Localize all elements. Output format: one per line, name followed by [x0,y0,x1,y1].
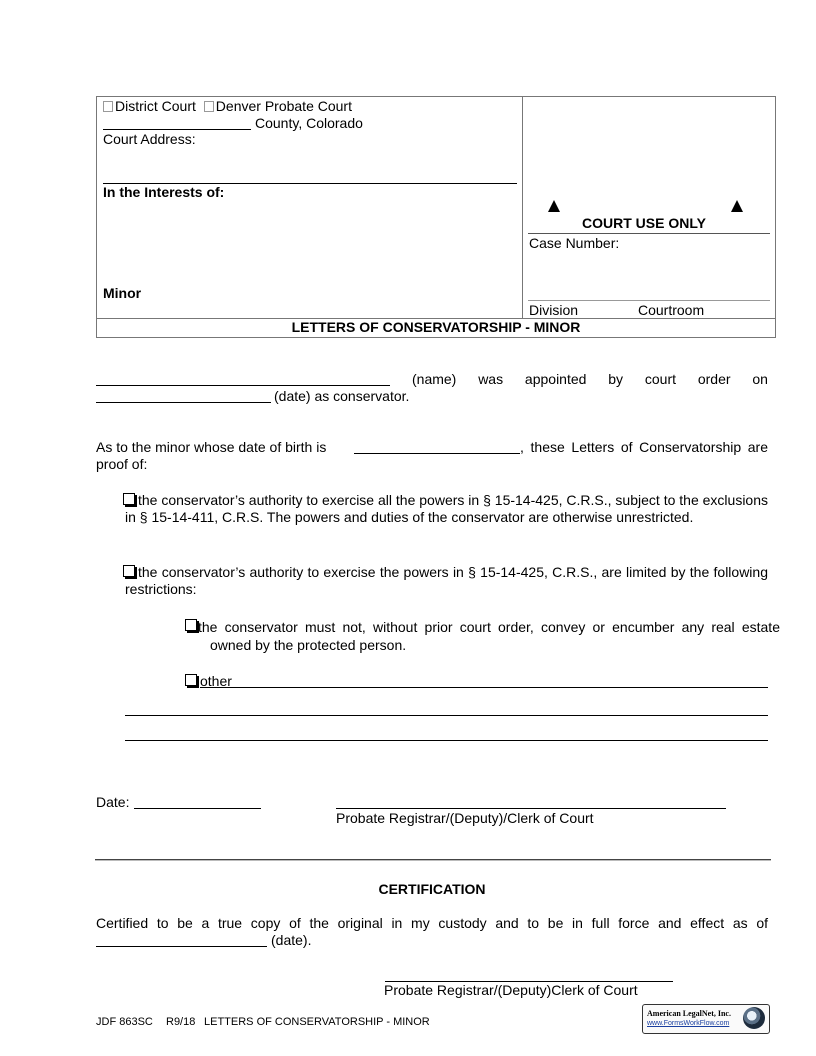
appointed-date-blank[interactable] [96,402,271,403]
dob-blank[interactable] [354,453,520,454]
other-blank-2[interactable] [125,715,768,716]
division-divider [528,300,770,301]
courtroom-label: Courtroom [638,302,705,318]
signature-line[interactable] [336,808,726,809]
other-blank[interactable] [200,687,768,688]
sub-2-label: other [200,673,232,689]
appointed-word: on [752,371,768,387]
logo-line2: www.FormsWorkFlow.com [647,1020,730,1027]
legalnet-logo[interactable] [642,1004,770,1034]
district-court-checkbox[interactable] [103,101,113,112]
footer-revision: R9/18 [166,1016,196,1028]
denver-probate-label: Denver Probate Court [215,98,352,114]
date-label: Date: [96,794,130,810]
appointed-word: (name) [412,371,457,387]
certification-title: CERTIFICATION [378,881,486,897]
form-title: LETTERS OF CONSERVATORSHIP - MINOR [291,319,581,335]
appointed-date-label: (date) as conservator. [274,388,410,404]
division-label: Division [529,302,579,318]
appointed-line [412,371,768,387]
caption-divider [522,97,523,318]
court-type-row [103,98,352,114]
county-label: County, Colorado [255,115,363,131]
arrow-up-icon [548,200,560,212]
court-address-label: Court Address: [103,131,196,147]
date-blank[interactable] [134,808,261,809]
certification-date-label: (date). [271,932,312,948]
county-blank[interactable] [103,129,251,130]
sub-1-text: the conservator must not, without prior court order, convey or encumber any real estate owned by the protected person. [198,619,780,653]
district-court-label: District Court [115,98,196,114]
minor-label: Minor [103,285,142,301]
certification-text: Certified to be a true copy of the original in my custody and to be in full force and effect as of [96,915,768,931]
appointed-word: order [697,371,731,387]
dob-pre: As to the minor whose date of birth is [96,439,327,455]
denver-probate-checkbox[interactable] [204,101,214,112]
proof-of-label: proof of: [96,456,148,472]
footer-form-id: JDF 863SC [96,1016,153,1028]
arrow-up-icon [731,200,743,212]
appointed-word: by [608,371,624,387]
certification-date-blank[interactable] [96,946,267,947]
footer-title: LETTERS OF CONSERVATORSHIP - MINOR [204,1016,430,1028]
globe-icon [743,1007,765,1029]
court-use-only-label: COURT USE ONLY [582,215,706,231]
name-blank[interactable] [96,385,390,386]
registrar-label: Probate Registrar/(Deputy)/Clerk of Court [336,810,594,826]
certification-registrar-label: Probate Registrar/(Deputy)Clerk of Court [384,982,638,998]
option-2-text: the conservator’s authority to exercise the powers in § 15-14-425, C.R.S., are limited by the following restrictions: [125,564,768,597]
section-divider [95,859,771,861]
dob-post: , these Letters of Conservatorship are [520,439,768,455]
appointed-word: was [478,371,504,387]
other-blank-3[interactable] [125,740,768,741]
appointed-word: appointed [524,371,587,387]
court-use-divider [528,233,770,234]
logo-line1: American LegalNet, Inc. [647,1009,731,1018]
appointed-word: court [644,371,677,387]
option-1-text: the conservator’s authority to exercise all the powers in § 15-14-425, C.R.S., subject to the exclusions in § 15-14-411, C.R.S. The powers and duties of the conservator are otherwise unrestricted. [125,492,768,525]
sub-2-checkbox[interactable] [185,672,200,688]
case-number-label: Case Number: [529,235,620,251]
in-interests-label: In the Interests of: [103,184,225,200]
